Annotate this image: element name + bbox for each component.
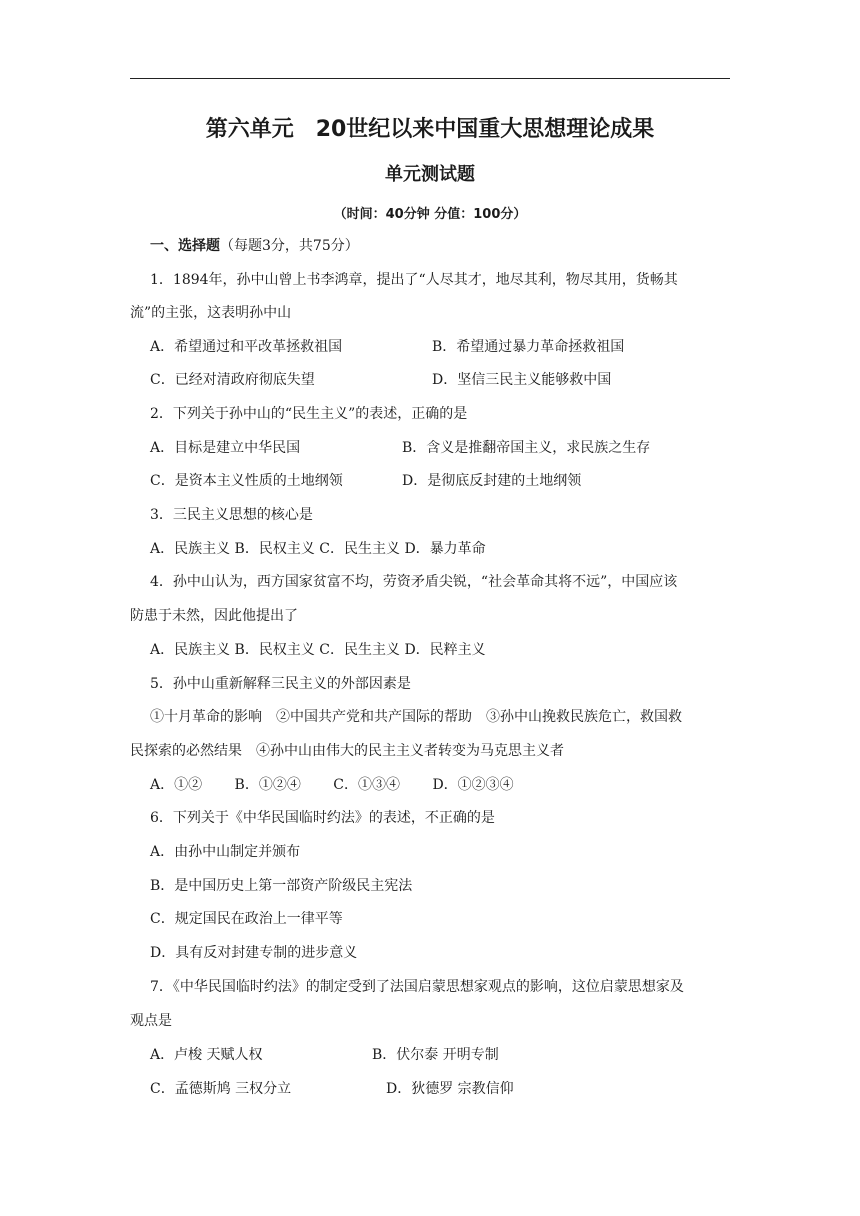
- question-7-stem-cont: 观点是: [130, 1013, 172, 1029]
- question-2-option-a: A．目标是建立中华民国: [150, 440, 301, 456]
- question-2-stem: 2．下列关于孙中山的“民生主义”的表述，正确的是: [150, 406, 468, 422]
- question-7-option-d: D．狄德罗 宗教信仰: [386, 1081, 514, 1097]
- question-3-stem: 3．三民主义思想的核心是: [150, 507, 313, 523]
- header-rule: [130, 78, 730, 79]
- question-5-items: ①十月革命的影响 ②中国共产党和共产国际的帮助 ③孙中山挽救民族危亡，救国救: [150, 709, 682, 725]
- question-1-option-c: C．已经对清政府彻底失望: [150, 372, 315, 388]
- question-2-option-b: B．含义是推翻帝国主义，求民族之生存: [402, 440, 651, 456]
- question-7-option-a: A．卢梭 天赋人权: [150, 1047, 263, 1063]
- question-2-option-d: D．是彻底反封建的土地纲领: [402, 473, 582, 489]
- question-6-option-a: A．由孙中山制定并颁布: [150, 844, 301, 860]
- question-6-stem: 6．下列关于《中华民国临时约法》的表述，不正确的是: [150, 810, 495, 826]
- test-subtitle: 单元测试题: [385, 164, 475, 185]
- question-6-option-d: D．具有反对封建专制的进步意义: [150, 945, 358, 961]
- time-score-info: （时间：40分钟 分值：100分）: [333, 207, 527, 222]
- unit-title: 第六单元 20世纪以来中国重大思想理论成果: [205, 117, 655, 142]
- question-7-option-b: B．伏尔泰 开明专制: [372, 1047, 499, 1063]
- question-6-option-c: C．规定国民在政治上一律平等: [150, 911, 343, 927]
- question-7-stem: 7．《中华民国临时约法》的制定受到了法国启蒙思想家观点的影响，这位启蒙思想家及: [150, 979, 684, 995]
- question-2-option-c: C．是资本主义性质的土地纲领: [150, 473, 343, 489]
- section-label: 一、选择题: [150, 238, 220, 254]
- question-1-option-b: B．希望通过暴力革命拯救祖国: [432, 339, 625, 355]
- question-5-options: A．①② B．①②④ C．①③④ D．①②③④: [150, 777, 514, 793]
- question-3-options: A．民族主义 B．民权主义 C．民生主义 D．暴力革命: [150, 541, 486, 557]
- question-5-items-cont: 民探索的必然结果 ④孙中山由伟大的民主主义者转变为马克思主义者: [130, 743, 564, 759]
- question-1-stem: 1．1894年，孙中山曾上书李鸿章，提出了“人尽其才，地尽其利，物尽其用，货畅其: [150, 272, 678, 288]
- question-4-stem-cont: 防患于未然，因此他提出了: [130, 608, 298, 624]
- question-1-option-d: D．坚信三民主义能够救中国: [432, 372, 612, 388]
- question-4-options: A．民族主义 B．民权主义 C．民生主义 D．民粹主义: [150, 642, 486, 658]
- question-1-option-a: A．希望通过和平改革拯救祖国: [150, 339, 343, 355]
- question-6-option-b: B．是中国历史上第一部资产阶级民主宪法: [150, 878, 413, 894]
- section-heading: [150, 236, 359, 256]
- question-5-stem: 5．孙中山重新解释三民主义的外部因素是: [150, 676, 411, 692]
- section-note: （每题3分，共75分）: [220, 238, 359, 254]
- question-1-stem-cont: 流”的主张，这表明孙中山: [130, 305, 292, 321]
- question-7-option-c: C．孟德斯鸠 三权分立: [150, 1081, 292, 1097]
- question-4-stem: 4．孙中山认为，西方国家贫富不均，劳资矛盾尖锐，“社会革命其将不远”，中国应该: [150, 574, 678, 590]
